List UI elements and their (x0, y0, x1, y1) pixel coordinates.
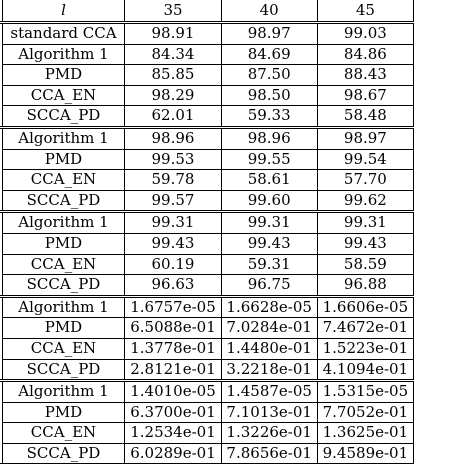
table-row (0, 275, 414, 297)
value-cell: 98.97 (317, 127, 413, 149)
value-cell: 99.62 (317, 190, 413, 212)
value-cell: 58.61 (221, 170, 317, 191)
header-row (0, 0, 414, 23)
algorithm-cell: Algorithm 1 (2, 127, 125, 149)
value-cell: 98.96 (125, 127, 221, 149)
table-row (0, 359, 414, 381)
algorithm-cell: Algorithm 1 (2, 212, 125, 234)
value-cell: 96.63 (125, 275, 221, 297)
value-cell: 99.31 (221, 212, 317, 234)
table-row (0, 65, 414, 86)
table-row (0, 423, 414, 444)
algorithm-cell: Algorithm 1 (2, 381, 125, 403)
value-cell: 84.86 (317, 44, 413, 65)
value-cell: 99.31 (317, 212, 413, 234)
value-cell: 88.43 (317, 65, 413, 86)
value-cell: 99.60 (221, 190, 317, 212)
value-cell: 1.5315e-05 (317, 381, 413, 403)
table-row (0, 85, 414, 106)
table-row (0, 127, 414, 149)
value-cell: 7.0284e-01 (221, 318, 317, 339)
value-cell: 4.1094e-01 (317, 359, 413, 381)
algorithm-cell: PMD (2, 318, 125, 339)
header-value-cell: 45 (317, 0, 413, 23)
value-cell: 3.2218e-01 (221, 359, 317, 381)
value-cell: 98.67 (317, 85, 413, 106)
value-cell: 1.6628e-05 (221, 296, 317, 318)
value-cell: 99.31 (125, 212, 221, 234)
value-cell: 1.6606e-05 (317, 296, 413, 318)
value-cell: 84.34 (125, 44, 221, 65)
value-cell: 59.78 (125, 170, 221, 191)
value-cell: 59.31 (221, 254, 317, 275)
table-row (0, 212, 414, 234)
value-cell: 99.43 (317, 233, 413, 254)
table-row (0, 318, 414, 339)
algorithm-cell: CCA_EN (2, 254, 125, 275)
value-cell: 1.4587e-05 (221, 381, 317, 403)
value-cell: 1.6757e-05 (125, 296, 221, 318)
value-cell: 99.43 (221, 233, 317, 254)
value-cell: 98.91 (125, 23, 221, 45)
value-cell: 7.7052e-01 (317, 402, 413, 423)
table-row (0, 338, 414, 359)
value-cell: 99.55 (221, 149, 317, 170)
value-cell: 58.59 (317, 254, 413, 275)
table-row (0, 233, 414, 254)
value-cell: 2.8121e-01 (125, 359, 221, 381)
value-cell: 98.96 (221, 127, 317, 149)
value-cell: 1.3625e-01 (317, 423, 413, 444)
table-row (0, 443, 414, 464)
table-row (0, 190, 414, 212)
algorithm-cell: PMD (2, 233, 125, 254)
table-row (0, 23, 414, 45)
value-cell: 6.3700e-01 (125, 402, 221, 423)
table-row (0, 149, 414, 170)
algorithm-cell: PMD (2, 149, 125, 170)
algorithm-cell: CCA_EN (2, 338, 125, 359)
algorithm-cell: SCCA_PD (2, 443, 125, 464)
value-cell: 98.97 (221, 23, 317, 45)
value-cell: 96.75 (221, 275, 317, 297)
algorithm-cell: SCCA_PD (2, 106, 125, 128)
value-cell: 99.53 (125, 149, 221, 170)
value-cell: 58.48 (317, 106, 413, 128)
value-cell: 99.03 (317, 23, 413, 45)
table-row (0, 44, 414, 65)
value-cell: 1.5223e-01 (317, 338, 413, 359)
header-value-cell: 40 (221, 0, 317, 23)
table-row (0, 106, 414, 128)
header-param-cell: l (2, 0, 125, 23)
value-cell: 7.8656e-01 (221, 443, 317, 464)
algorithm-cell: Algorithm 1 (2, 44, 125, 65)
table-row (0, 254, 414, 275)
value-cell: 98.29 (125, 85, 221, 106)
value-cell: 1.3778e-01 (125, 338, 221, 359)
value-cell: 99.54 (317, 149, 413, 170)
algorithm-cell: standard CCA (2, 23, 125, 45)
value-cell: 6.0289e-01 (125, 443, 221, 464)
value-cell: 99.57 (125, 190, 221, 212)
table-row (0, 381, 414, 403)
value-cell: 60.19 (125, 254, 221, 275)
value-cell: 98.50 (221, 85, 317, 106)
algorithm-cell: PMD (2, 402, 125, 423)
value-cell: 84.69 (221, 44, 317, 65)
value-cell: 1.4480e-01 (221, 338, 317, 359)
table-row (0, 170, 414, 191)
header-value-cell: 35 (125, 0, 221, 23)
value-cell: 9.4589e-01 (317, 443, 413, 464)
value-cell: 57.70 (317, 170, 413, 191)
table-row (0, 402, 414, 423)
algorithm-cell: SCCA_PD (2, 359, 125, 381)
value-cell: 96.88 (317, 275, 413, 297)
algorithm-cell: SCCA_PD (2, 190, 125, 212)
algorithm-cell: Algorithm 1 (2, 296, 125, 318)
value-cell: 85.85 (125, 65, 221, 86)
algorithm-cell: PMD (2, 65, 125, 86)
value-cell: 59.33 (221, 106, 317, 128)
value-cell: 7.1013e-01 (221, 402, 317, 423)
value-cell: 1.4010e-05 (125, 381, 221, 403)
table-row (0, 296, 414, 318)
algorithm-cell: CCA_EN (2, 423, 125, 444)
algorithm-cell: SCCA_PD (2, 275, 125, 297)
value-cell: 7.4672e-01 (317, 318, 413, 339)
value-cell: 62.01 (125, 106, 221, 128)
value-cell: 6.5088e-01 (125, 318, 221, 339)
value-cell: 1.3226e-01 (221, 423, 317, 444)
value-cell: 99.43 (125, 233, 221, 254)
value-cell: 1.2534e-01 (125, 423, 221, 444)
algorithm-cell: CCA_EN (2, 170, 125, 191)
value-cell: 87.50 (221, 65, 317, 86)
algorithm-cell: CCA_EN (2, 85, 125, 106)
